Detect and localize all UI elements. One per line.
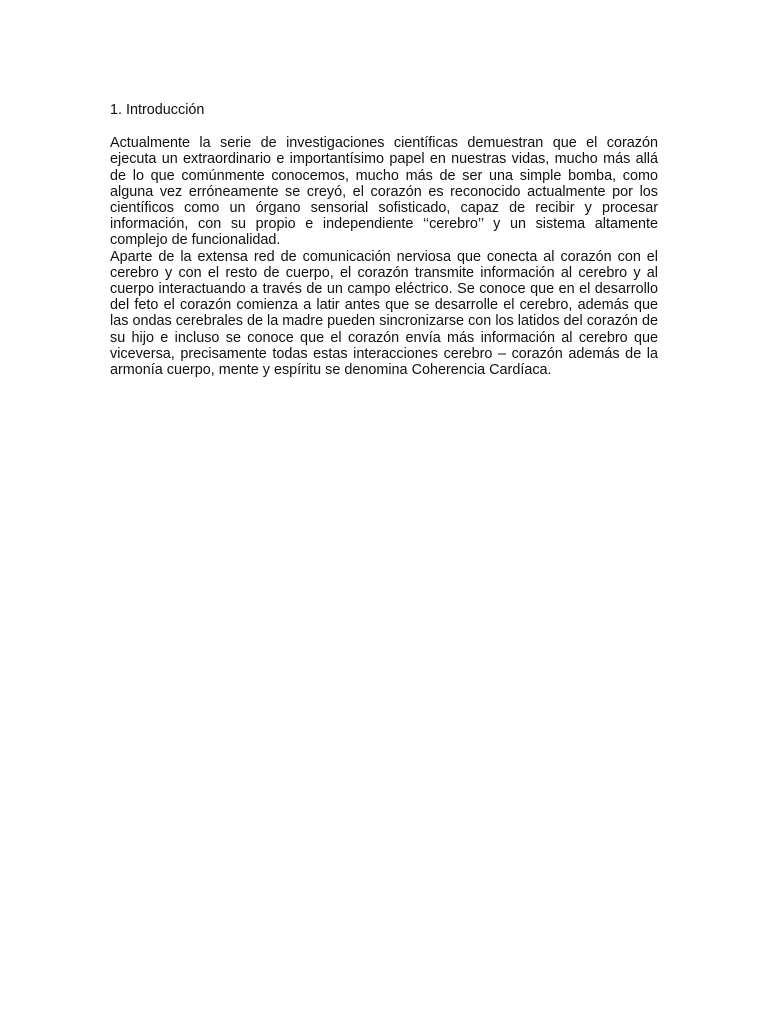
paragraph-1: Actualmente la serie de investigaciones científicas demuestran que el corazón ejecuta un extraordinario e importantísimo papel en nuestras vidas, mucho más allá de lo que comúnmente conocemos, mucho más de ser una simple bomba, como alguna vez erróneamente se creyó, el corazón es reconocido actualmente por los científicos como un órgano sensorial sofisticado, capaz de recibir y procesar información, con su propio e independiente ‘‘cerebro’’ y un sistema altamente complejo de funcionalidad. [110,135,658,249]
paragraph-2: Aparte de la extensa red de comunicación nerviosa que conecta al corazón con el cerebro y con el resto de cuerpo, el corazón transmite información al cerebro y al cuerpo interactuando a través de un campo eléctrico. Se conoce que en el desarrollo del feto el corazón comienza a latir antes que se desarrolle el cerebro, además que las ondas cerebrales de la madre pueden sincronizarse con los latidos del corazón de su hijo e incluso se conoce que el corazón envía más información al cerebro que viceversa, precisamente todas estas interacciones cerebro – corazón además de la armonía cuerpo, mente y espíritu se denomina Coherencia Cardíaca. [110,248,658,379]
document-body [110,102,658,378]
section-heading: 1. Introducción [110,102,205,118]
